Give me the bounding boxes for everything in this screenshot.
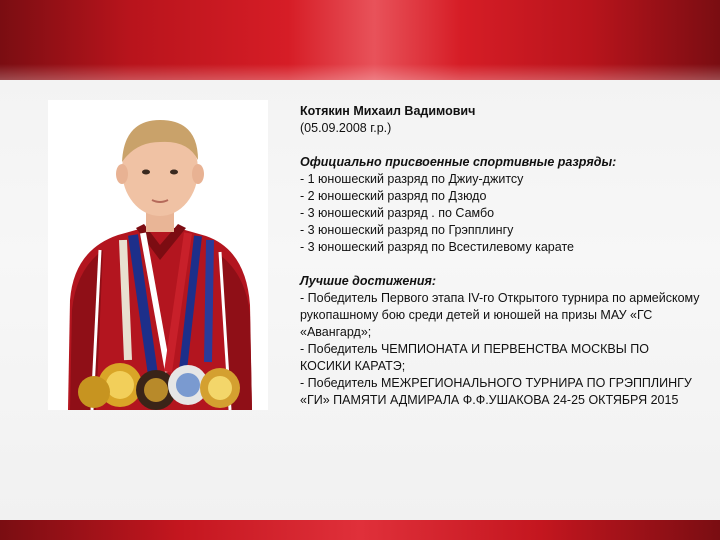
ranks-heading: Официально присвоенные спортивные разряды:: [300, 155, 617, 169]
rank-item: - 1 юношеский разряд по Джиу-джитсу: [300, 172, 524, 186]
rank-item: - 3 юношеский разряд по Грэпплингу: [300, 223, 514, 237]
athlete-name: Котякин Михаил Вадимович: [300, 104, 476, 118]
bottom-red-band: [0, 520, 720, 540]
achievement-item: - Победитель ЧЕМПИОНАТА И ПЕРВЕНСТВА МОСКВЫ ПО КОСИКИ КАРАТЭ;: [300, 342, 649, 373]
rank-item: - 2 юношеский разряд по Дзюдо: [300, 189, 487, 203]
achievements-heading: Лучшие достижения:: [300, 274, 437, 288]
achievement-item: - Победитель МЕЖРЕГИОНАЛЬНОГО ТУРНИРА ПО ГРЭППЛИНГУ «ГИ» ПАМЯТИ АДМИРАЛА Ф.Ф.УШАКОВА 24-25 ОКТЯБРЯ 2015: [300, 376, 692, 407]
athlete-info: [300, 103, 700, 409]
athlete-photo: [48, 100, 268, 410]
rank-item: - 3 юношеский разряд . по Самбо: [300, 206, 495, 220]
top-red-band: [0, 0, 720, 80]
athlete-birthdate: (05.09.2008 г.р.): [300, 121, 392, 135]
achievement-item: - Победитель Первого этапа IV-го Открытого турнира по армейскому рукопашному бою среди детей и юношей на призы МАУ «ГС «Авангард»;: [300, 291, 700, 339]
rank-item: - 3 юношеский разряд по Всестилевому карате: [300, 240, 574, 254]
